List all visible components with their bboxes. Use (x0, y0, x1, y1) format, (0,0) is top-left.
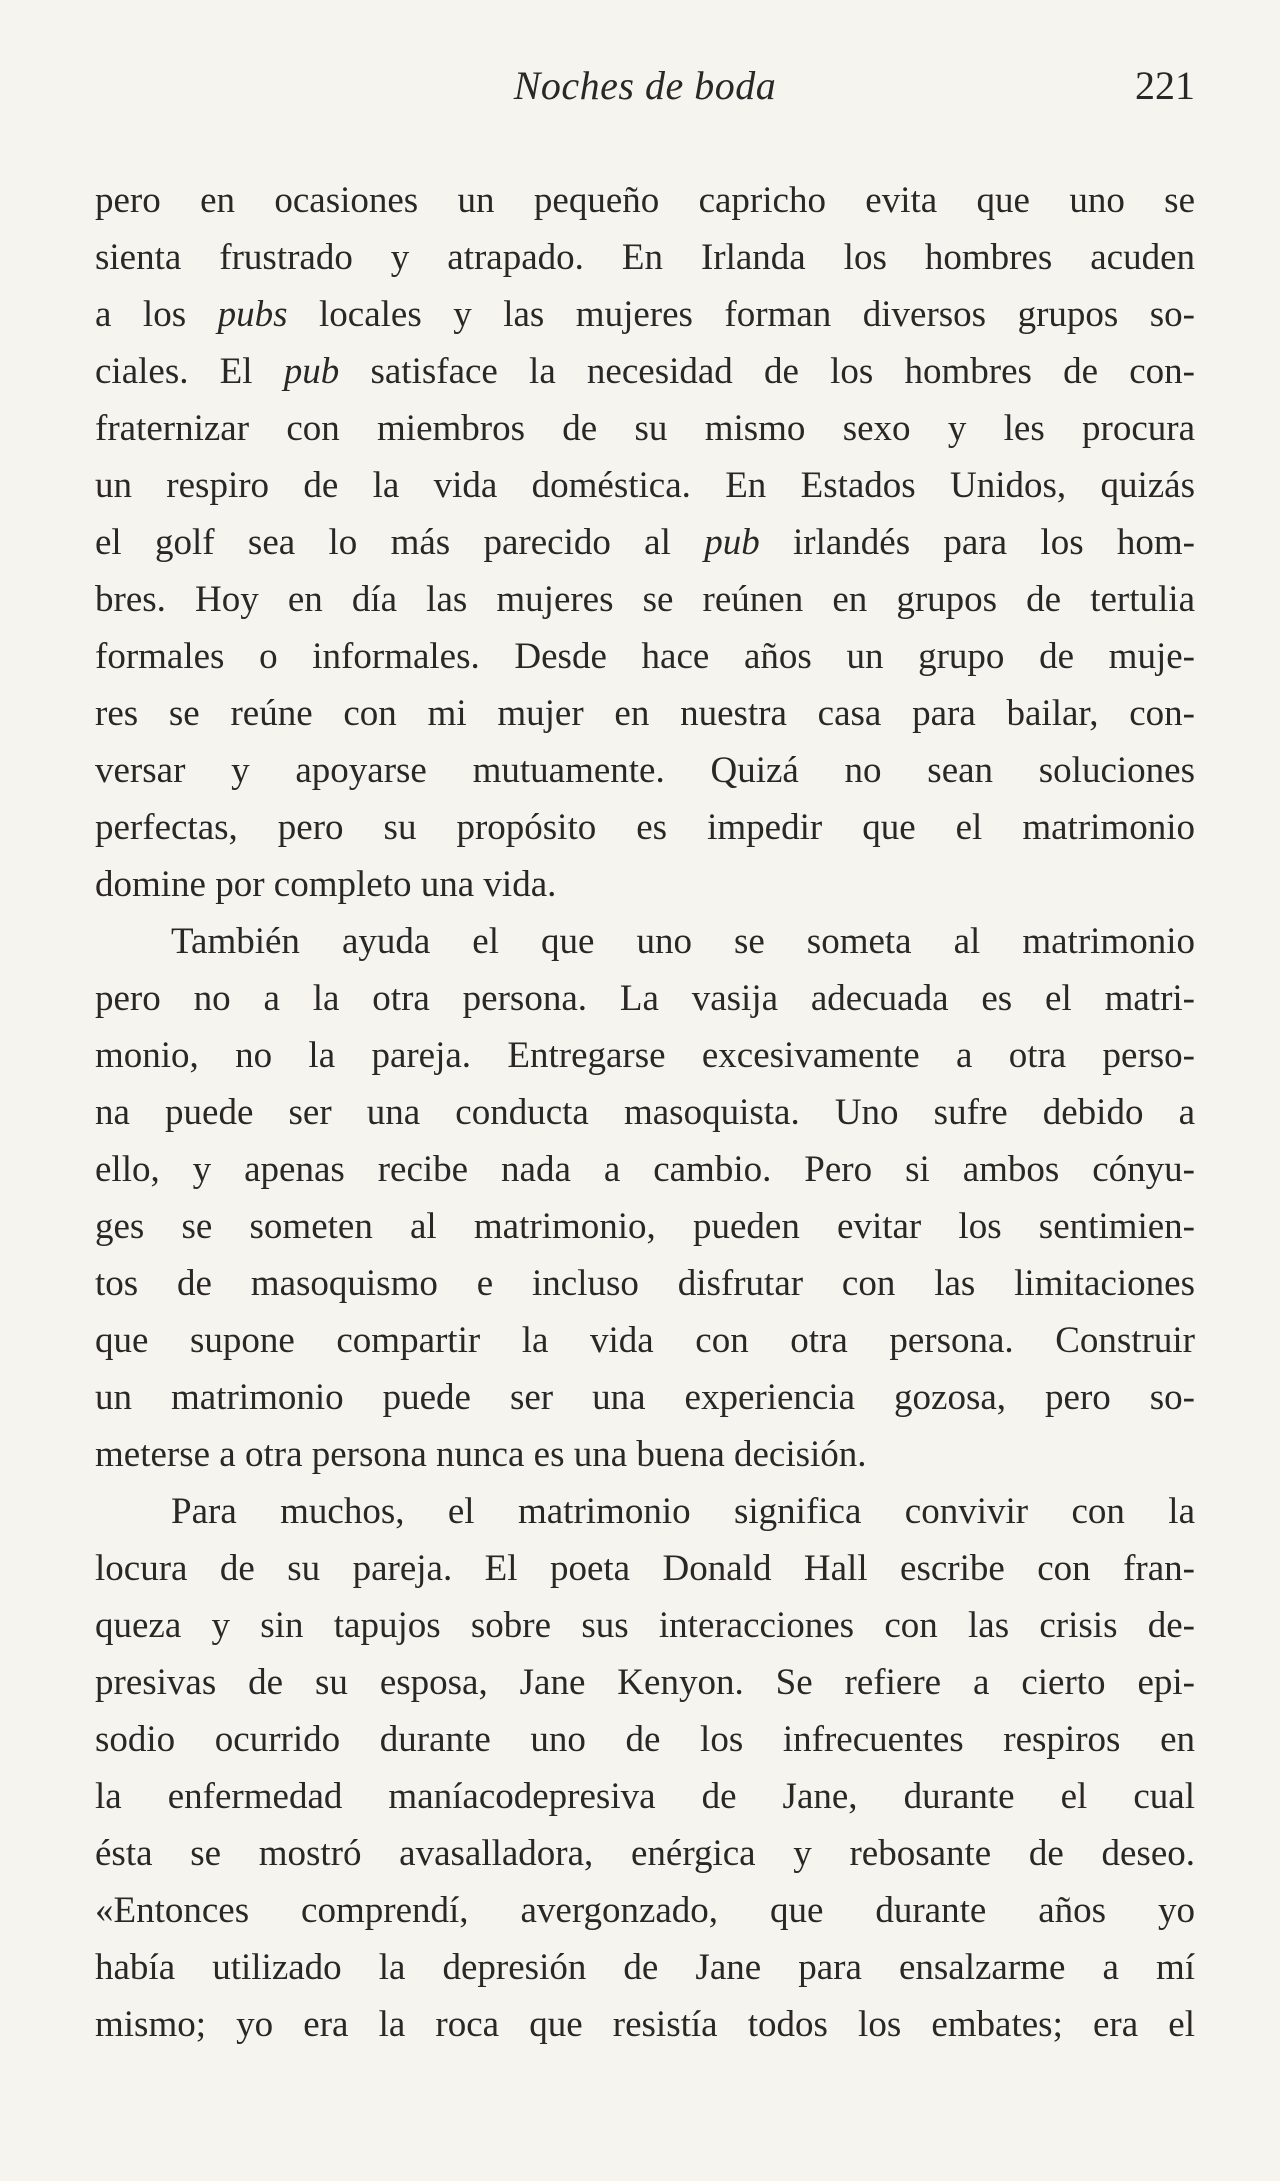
text-line: ciales. El pub satisface la necesidad de los hombres de con- (95, 351, 1195, 392)
text-line: ello, y apenas recibe nada a cambio. Pero si ambos cónyu- (95, 1149, 1195, 1190)
italic-term: pubs (217, 294, 288, 335)
text-line: había utilizado la depresión de Jane para ensalzarme a mí (95, 1947, 1195, 1988)
paragraph (95, 1483, 1195, 2053)
text-line: pero no a la otra persona. La vasija adecuada es el matri- (95, 978, 1195, 1019)
italic-term: pub (704, 522, 760, 563)
text-line: domine por completo una vida. (95, 864, 557, 905)
text-line: fraternizar con miembros de su mismo sexo y les procura (95, 408, 1195, 449)
running-title: Noches de boda (513, 63, 777, 108)
text-line: un matrimonio puede ser una experiencia gozosa, pero so- (95, 1377, 1195, 1418)
text-line: meterse a otra persona nunca es una buena decisión. (95, 1434, 867, 1475)
text-line: a los pubs locales y las mujeres forman diversos grupos so- (95, 294, 1195, 335)
text-line: presivas de su esposa, Jane Kenyon. Se refiere a cierto epi- (95, 1662, 1195, 1703)
text-line: na puede ser una conducta masoquista. Uno sufre debido a (95, 1092, 1195, 1133)
text-line: pero en ocasiones un pequeño capricho evita que uno se (95, 180, 1195, 221)
text-line: versar y apoyarse mutuamente. Quizá no sean soluciones (95, 750, 1195, 791)
text-line: «Entonces comprendí, avergonzado, que durante años yo (95, 1890, 1195, 1931)
text-line: locura de su pareja. El poeta Donald Hall escribe con fran- (95, 1548, 1195, 1589)
text-line: monio, no la pareja. Entregarse excesivamente a otra perso- (95, 1035, 1195, 1076)
body-text (95, 172, 1195, 2053)
text-line: que supone compartir la vida con otra persona. Construir (95, 1320, 1195, 1361)
text-line: la enfermedad maníacodepresiva de Jane, durante el cual (95, 1776, 1195, 1817)
text-line: un respiro de la vida doméstica. En Estados Unidos, quizás (95, 465, 1195, 506)
italic-term: pub (283, 351, 340, 392)
paragraph (95, 913, 1195, 1483)
text-line: sodio ocurrido durante uno de los infrecuentes respiros en (95, 1719, 1195, 1760)
text-line: tos de masoquismo e incluso disfrutar con las limitaciones (95, 1263, 1195, 1304)
text-line: mismo; yo era la roca que resistía todos los embates; era el (95, 2004, 1195, 2045)
text-line: ésta se mostró avasalladora, enérgica y rebosante de deseo. (95, 1833, 1195, 1874)
running-head (95, 56, 1195, 116)
page-number: 221 (1135, 63, 1195, 108)
text-line: queza y sin tapujos sobre sus interacciones con las crisis de- (95, 1605, 1195, 1646)
text-line: Para muchos, el matrimonio significa convivir con la (171, 1491, 1195, 1532)
text-line: perfectas, pero su propósito es impedir que el matrimonio (95, 807, 1195, 848)
text-line: el golf sea lo más parecido al pub irlandés para los hom- (95, 522, 1195, 563)
text-line: bres. Hoy en día las mujeres se reúnen en grupos de tertulia (95, 579, 1195, 620)
text-line: formales o informales. Desde hace años un grupo de muje- (95, 636, 1195, 677)
text-line: sienta frustrado y atrapado. En Irlanda los hombres acuden (95, 237, 1195, 278)
text-line: res se reúne con mi mujer en nuestra casa para bailar, con- (95, 693, 1195, 734)
paragraph (95, 172, 1195, 913)
text-line: ges se someten al matrimonio, pueden evitar los sentimien- (95, 1206, 1195, 1247)
text-line: También ayuda el que uno se someta al matrimonio (171, 921, 1195, 962)
